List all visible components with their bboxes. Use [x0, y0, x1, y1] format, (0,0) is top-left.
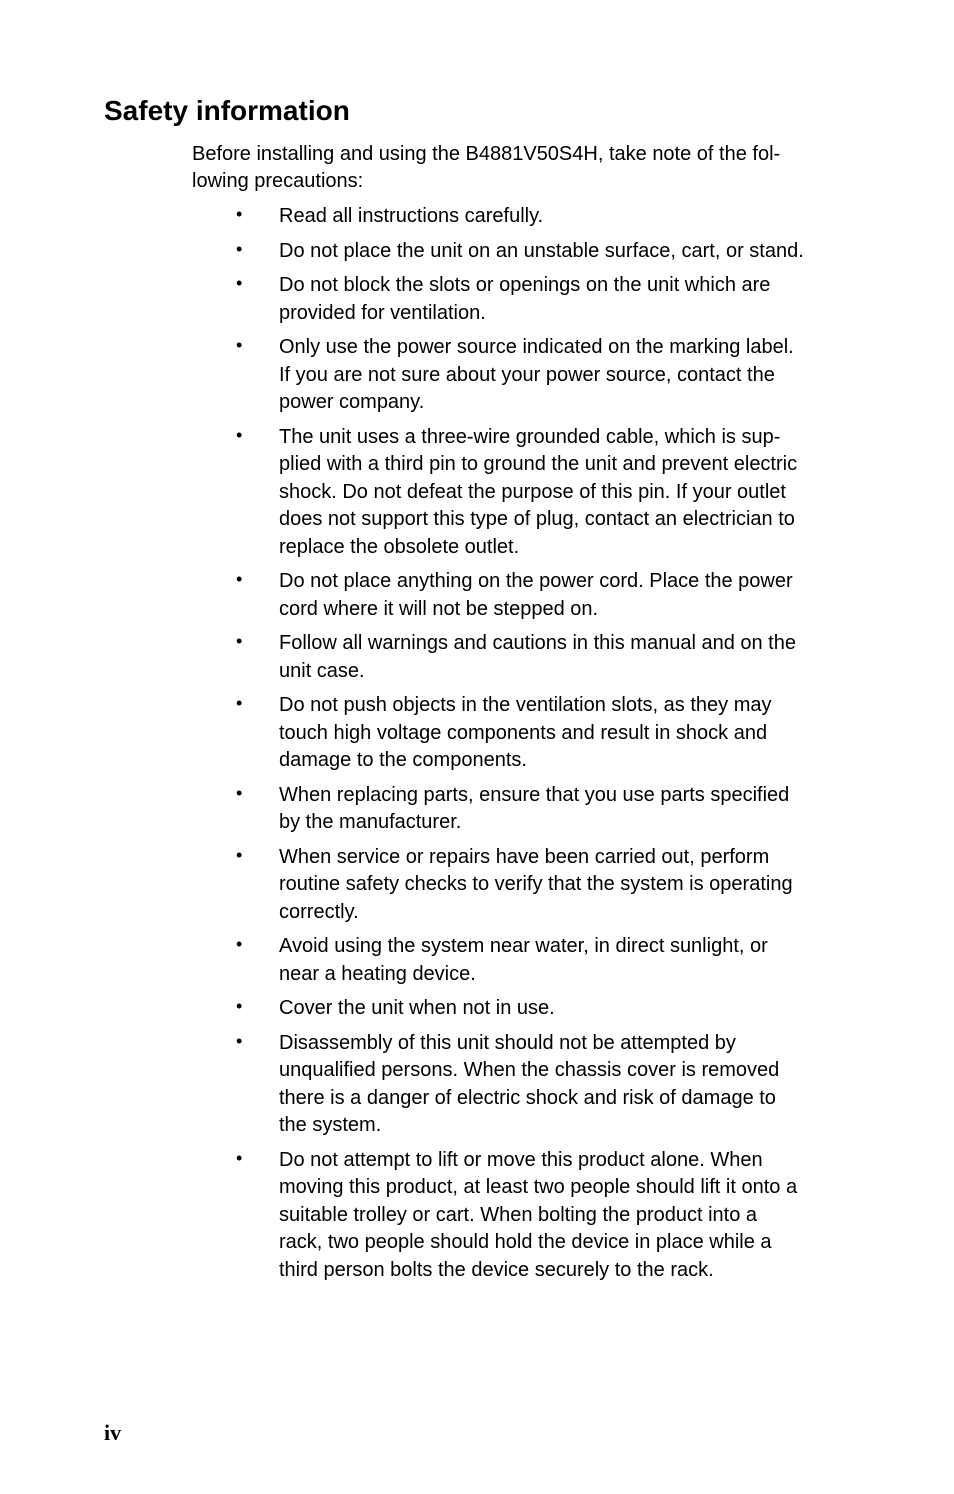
precaution-item	[234, 692, 874, 775]
precaution-item	[234, 1030, 874, 1140]
precaution-text: Follow all warnings and cautions in this manual and on the unit case.	[279, 632, 796, 682]
precaution-text: Do not block the slots or openings on the unit which are provided for ventilation.	[279, 274, 771, 324]
bullet-icon: •	[236, 844, 243, 865]
precaution-text: When replacing parts, ensure that you use parts specified by the manufacturer.	[279, 783, 790, 833]
precaution-item	[234, 933, 874, 988]
bullet-icon: •	[236, 238, 243, 259]
bullet-icon: •	[236, 1030, 243, 1051]
precaution-item	[234, 424, 874, 562]
precaution-item	[234, 844, 874, 927]
precaution-text: Cover the unit when not in use.	[279, 997, 555, 1019]
bullet-icon: •	[236, 693, 243, 713]
bullet-icon: •	[236, 996, 243, 1016]
precaution-text: Avoid using the system near water, in direct sunlight, or near a heating device.	[279, 935, 768, 985]
precaution-text: The unit uses a three-wire grounded cable, which is sup- plied with a third pin to ground the unit and prevent electric shock. Do not defeat the purpose of this pin. If your outlet does not support this type of plug, contact an electrician to replace the obsolete outlet.	[279, 425, 798, 558]
precaution-item	[234, 334, 874, 417]
bullet-icon: •	[236, 335, 243, 355]
bullet-icon: •	[236, 273, 243, 293]
precaution-text: When service or repairs have been carried out, perform routine safety checks to verify that the system is operating correctly.	[279, 845, 793, 923]
page-number: iv	[104, 1420, 122, 1445]
precaution-item	[234, 1147, 874, 1285]
bullet-icon: •	[236, 424, 243, 445]
precautions-list	[234, 203, 874, 1291]
precaution-text: Do not place anything on the power cord. Place the power cord where it will not be stepped on.	[279, 570, 793, 620]
precaution-item	[234, 272, 874, 327]
page-title: Safety information	[104, 95, 350, 126]
intro-paragraph: Before installing and using the B4881V50S4H, take note of the fol- lowing precautions:	[192, 143, 781, 192]
precaution-text: Read all instructions carefully.	[279, 205, 544, 227]
precaution-item	[234, 568, 874, 623]
precaution-item	[234, 203, 874, 231]
bullet-icon: •	[236, 569, 243, 589]
precaution-text: Do not place the unit on an unstable surface, cart, or stand.	[279, 239, 804, 262]
bullet-icon: •	[236, 204, 243, 224]
precaution-item	[234, 630, 874, 685]
precaution-text: Disassembly of this unit should not be attempted by unqualified persons. When the chassis cover is removed there is a danger of electric shock and risk of damage to the system.	[279, 1031, 780, 1136]
bullet-icon: •	[236, 934, 243, 954]
bullet-icon: •	[236, 631, 243, 651]
precaution-text: Do not push objects in the ventilation slots, as they may touch high voltage components and result in shock and damage to the components.	[279, 694, 772, 771]
precaution-item	[234, 782, 874, 837]
bullet-icon: •	[236, 782, 243, 803]
bullet-icon: •	[236, 1147, 243, 1168]
precaution-item	[234, 238, 874, 266]
precaution-text: Do not attempt to lift or move this product alone. When moving this product, at least two people should lift it onto a suitable trolley or cart. When bolting the product into a rack, two people should hold the device in place while a third person bolts the device securely to the rack.	[279, 1148, 798, 1281]
precaution-text: Only use the power source indicated on the marking label. If you are not sure about your power source, contact the power company.	[279, 336, 794, 413]
precaution-item	[234, 995, 874, 1023]
